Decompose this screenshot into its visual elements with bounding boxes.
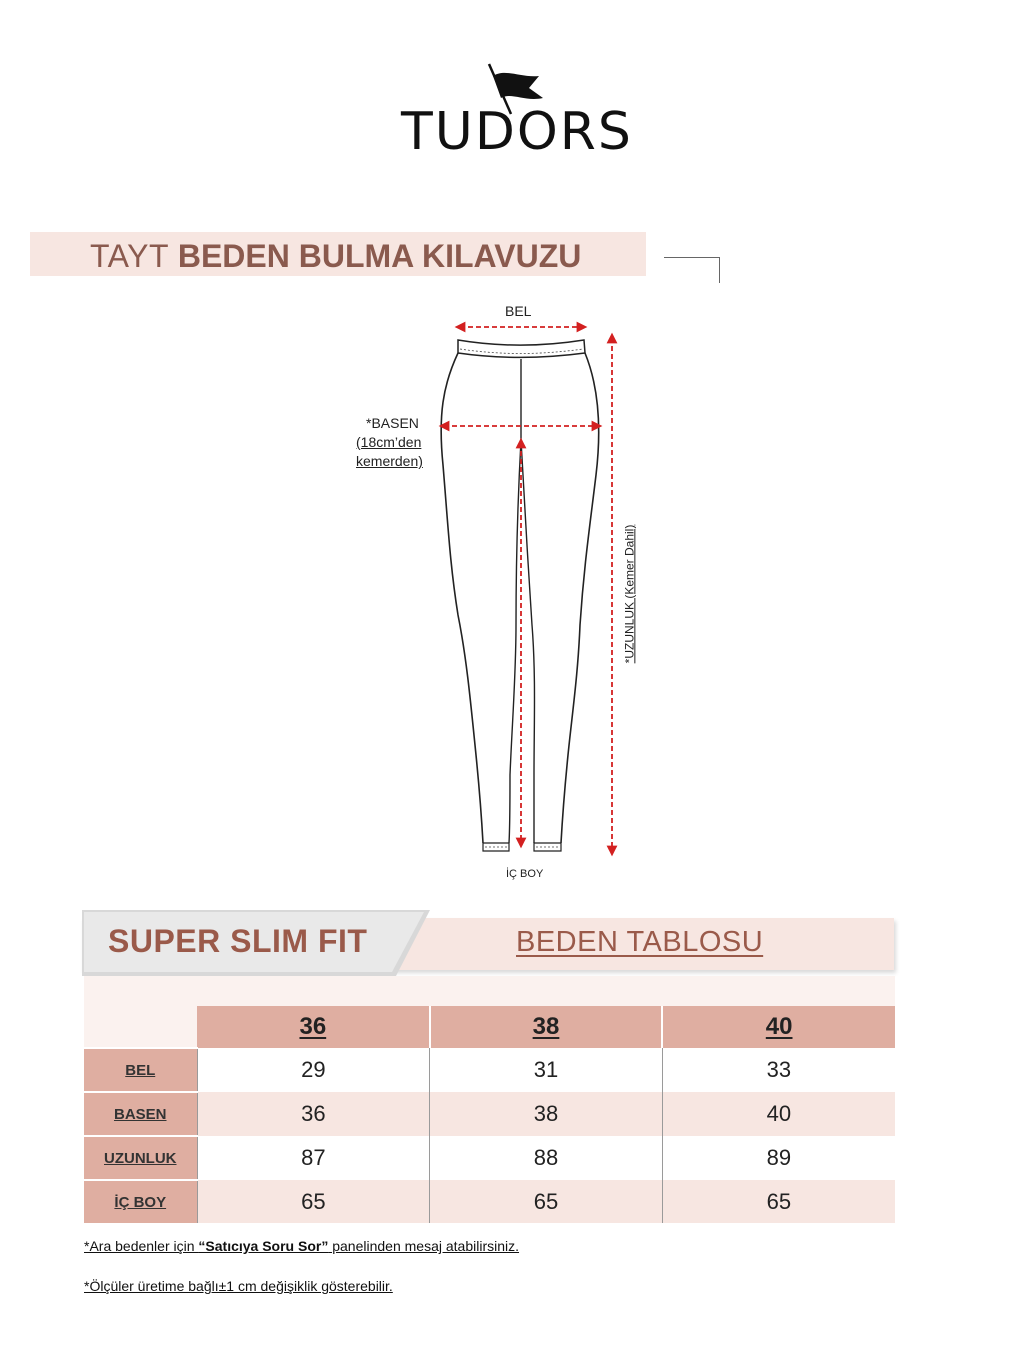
note1-suffix: panelinden mesaj atabilirsiniz. (328, 1238, 520, 1254)
logo-text: TUDORS (401, 102, 633, 162)
row-label: UZUNLUK (84, 1136, 197, 1180)
title-banner (30, 232, 646, 276)
corner-decoration (664, 257, 720, 283)
table-row (84, 1136, 895, 1180)
ic-boy-label: İÇ BOY (506, 868, 544, 880)
table-row (84, 1180, 895, 1223)
size-header: 36 (197, 1006, 430, 1048)
note-tolerance: *Ölçüler üretime bağlı±1 cm değişiklik gösterebilir. (84, 1278, 393, 1294)
leggings-diagram (340, 295, 680, 895)
table-cell: 36 (197, 1092, 430, 1136)
table-row (84, 1092, 895, 1136)
uzunluk-label: *UZUNLUK (Kemer Dahil) (622, 524, 637, 664)
size-chart-title: BEDEN TABLOSU (516, 926, 764, 958)
table-cell: 31 (430, 1048, 663, 1092)
title-bold: BEDEN BULMA KILAVUZU (177, 238, 582, 274)
table-cell: 38 (430, 1092, 663, 1136)
fit-banner (82, 910, 896, 976)
table-header-row (84, 1006, 895, 1048)
row-label: BEL (84, 1048, 197, 1092)
page-title (90, 238, 581, 275)
table-cell: 65 (197, 1180, 430, 1223)
note1-prefix: *Ara bedenler için (84, 1238, 199, 1254)
size-header: 38 (430, 1006, 663, 1048)
fit-label: SUPER SLIM FIT (108, 923, 368, 959)
table-cell: 65 (430, 1180, 663, 1223)
table-cell: 40 (662, 1092, 895, 1136)
table-cell: 89 (662, 1136, 895, 1180)
basen-note-1: (18cm’den (356, 434, 422, 450)
size-chart-table (84, 1006, 895, 1223)
table-cell: 88 (430, 1136, 663, 1180)
note-extra-sizes (84, 1238, 519, 1254)
table-row (84, 1048, 895, 1092)
table-top-strip (84, 976, 895, 1006)
table-cell: 65 (662, 1180, 895, 1223)
table-corner (84, 1006, 197, 1048)
row-label: İÇ BOY (84, 1180, 197, 1223)
title-light: TAYT (90, 238, 178, 274)
ask-seller-link: “Satıcıya Soru Sor” (198, 1238, 329, 1254)
brand-logo (395, 62, 633, 162)
table-cell: 29 (197, 1048, 430, 1092)
bel-label: BEL (505, 303, 532, 319)
size-header: 40 (662, 1006, 895, 1048)
size-table (84, 976, 895, 1223)
basen-note-2: kemerden) (356, 453, 423, 469)
table-cell: 87 (197, 1136, 430, 1180)
basen-label: *BASEN (366, 415, 419, 431)
row-label: BASEN (84, 1092, 197, 1136)
table-cell: 33 (662, 1048, 895, 1092)
